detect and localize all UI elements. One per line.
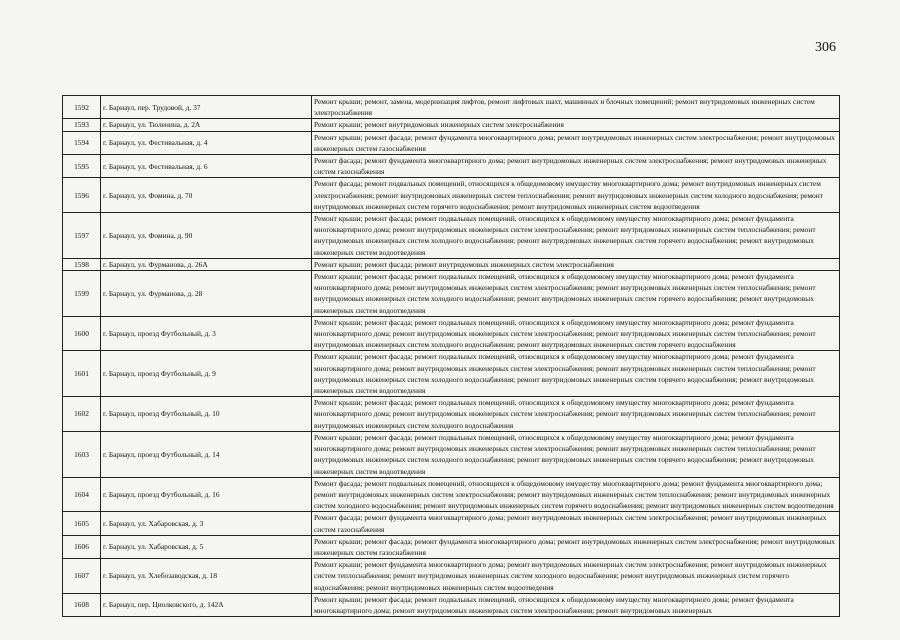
repair-registry-table: [62, 95, 840, 617]
row-number-cell: 1597: [63, 213, 101, 259]
address-cell: г. Барнаул, ул. Фестивальная, д. 6: [101, 155, 312, 178]
row-number-cell: 1594: [63, 131, 101, 154]
address-cell: г. Барнаул, ул. Фомина, д. 70: [101, 178, 312, 213]
works-cell: Ремонт фасада; ремонт фундамента многоквартирного дома; ремонт внутридомовых инженерных систем электроснабжения; ремонт внутридомовых инженерных систем газоснабжения: [312, 512, 840, 535]
works-cell: Ремонт крыши; ремонт фасада; ремонт подвальных помещений, относящихся к общедомовому имуществу многоквартирного дома; ремонт фундамента многоквартирного дома; ремонт внутридомовых инженерных систем электроснабжения; ремонт внутридомовых инженерных: [312, 593, 840, 616]
works-cell: Ремонт крыши; ремонт фасада; ремонт фундамента многоквартирного дома; ремонт внутридомовых инженерных систем электроснабжения; ремонт внутридомовых инженерных систем газоснабжения: [312, 535, 840, 558]
table-row: [63, 213, 840, 259]
works-cell: Ремонт крыши; ремонт, замена, модернизация лифтов, ремонт лифтовых шахт, машинных и блочных помещений; ремонт внутридомовых инженерных систем электроснабжения: [312, 96, 840, 119]
address-cell: г. Барнаул, ул. Хабаровская, д. 5: [101, 535, 312, 558]
row-number-cell: 1605: [63, 512, 101, 535]
row-number-cell: 1602: [63, 397, 101, 432]
row-number-cell: 1596: [63, 178, 101, 213]
address-cell: г. Барнаул, ул. Фурманова, д. 26А: [101, 258, 312, 270]
table-row: [63, 131, 840, 154]
address-cell: г. Барнаул, проезд Футбольный, д. 10: [101, 397, 312, 432]
address-cell: г. Барнаул, пер. Циолковского, д. 142А: [101, 593, 312, 616]
row-number-cell: 1592: [63, 96, 101, 119]
table-row: [63, 155, 840, 178]
row-number-cell: 1603: [63, 431, 101, 477]
table-row: [63, 178, 840, 213]
row-number-cell: 1607: [63, 559, 101, 594]
address-cell: г. Барнаул, ул. Фестивальная, д. 4: [101, 131, 312, 154]
works-cell: Ремонт крыши; ремонт фасада; ремонт внутридомовых инженерных систем электроснабжения: [312, 258, 840, 270]
row-number-cell: 1595: [63, 155, 101, 178]
works-cell: Ремонт крыши; ремонт фасада; ремонт подвальных помещений, относящихся к общедомовому имуществу многоквартирного дома; ремонт фундамента многоквартирного дома; ремонт внутридомовых инженерных систем электроснабжения; ремонт внутридомовых инженерных систем теплоснабжения; ремонт внутридомовых инженерных систем холодного водоснабжения; ремонт внутридомовых инженерных систем горячего водоснабжения; ремонт внутридомовых инженерных систем водоотведения: [312, 431, 840, 477]
table-row: [63, 431, 840, 477]
row-number-cell: 1606: [63, 535, 101, 558]
row-number-cell: 1604: [63, 477, 101, 512]
works-cell: Ремонт крыши; ремонт фасада; ремонт фундамента многоквартирного дома; ремонт внутридомовых инженерных систем электроснабжения; ремонт внутридомовых инженерных систем газоснабжения: [312, 131, 840, 154]
table-row: [63, 512, 840, 535]
row-number-cell: 1608: [63, 593, 101, 616]
table-row: [63, 316, 840, 351]
address-cell: г. Барнаул, проезд Футбольный, д. 9: [101, 351, 312, 397]
page-number: 306: [815, 40, 836, 55]
row-number-cell: 1600: [63, 316, 101, 351]
table-row: [63, 593, 840, 616]
works-cell: Ремонт крыши; ремонт фасада; ремонт подвальных помещений, относящихся к общедомовому имуществу многоквартирного дома; ремонт фундамента многоквартирного дома; ремонт внутридомовых инженерных систем электроснабжения; ремонт внутридомовых инженерных систем теплоснабжения; ремонт внутридомовых инженерных систем холодного водоснабжения; ремонт внутридомовых инженерных систем горячего водоснабжения; ремонт внутридомовых инженерных систем водоотведения: [312, 213, 840, 259]
works-cell: Ремонт крыши; ремонт фасада; ремонт подвальных помещений, относящихся к общедомовому имуществу многоквартирного дома; ремонт фундамента многоквартирного дома; ремонт внутридомовых инженерных систем электроснабжения; ремонт внутридомовых инженерных систем теплоснабжения; ремонт внутридомовых инженерных систем холодного водоснабжения; ремонт внутридомовых инженерных систем горячего водоснабжения; ремонт внутридомовых инженерных систем водоотведения: [312, 351, 840, 397]
address-cell: г. Барнаул, проезд Футбольный, д. 3: [101, 316, 312, 351]
table-row: [63, 119, 840, 131]
works-cell: Ремонт крыши; ремонт фасада; ремонт подвальных помещений, относящихся к общедомовому имуществу многоквартирного дома; ремонт фундамента многоквартирного дома; ремонт внутридомовых инженерных систем электроснабжения; ремонт внутридомовых инженерных систем теплоснабжения; ремонт внутридомовых инженерных систем холодного водоснабжения; ремонт внутридомовых инженерных систем горячего водоснабжения; ремонт внутридомовых инженерных систем водоотведения: [312, 271, 840, 317]
works-cell: Ремонт фасада; ремонт фундамента многоквартирного дома; ремонт внутридомовых инженерных систем электроснабжения; ремонт внутридомовых инженерных систем газоснабжения: [312, 155, 840, 178]
registry-table-body: [63, 96, 840, 617]
table-row: [63, 535, 840, 558]
address-cell: г. Барнаул, ул. Фурманова, д. 28: [101, 271, 312, 317]
table-row: [63, 477, 840, 512]
table-row: [63, 559, 840, 594]
address-cell: г. Барнаул, ул. Фомина, д. 90: [101, 213, 312, 259]
row-number-cell: 1598: [63, 258, 101, 270]
works-cell: Ремонт крыши; ремонт фасада; ремонт подвальных помещений, относящихся к общедомовому имуществу многоквартирного дома; ремонт фундамента многоквартирного дома; ремонт внутридомовых инженерных систем электроснабжения; ремонт внутридомовых инженерных систем теплоснабжения; ремонт внутридомовых инженерных систем холодного водоснабжения; ремонт внутридомовых инженерных систем горячего водоснабжения: [312, 316, 840, 351]
address-cell: г. Барнаул, ул. Хабаровская, д. 3: [101, 512, 312, 535]
address-cell: г. Барнаул, проезд Футбольный, д. 14: [101, 431, 312, 477]
table-row: [63, 258, 840, 270]
address-cell: г. Барнаул, пер. Трудовой, д. 37: [101, 96, 312, 119]
works-cell: Ремонт крыши; ремонт фундамента многоквартирного дома; ремонт внутридомовых инженерных систем электроснабжения; ремонт внутридомовых инженерных систем теплоснабжения; ремонт внутридомовых инженерных систем холодного водоснабжения; ремонт внутридомовых инженерных систем горячего водоснабжения; ремонт внутридомовых инженерных систем водоотведения: [312, 559, 840, 594]
works-cell: Ремонт крыши; ремонт фасада; ремонт подвальных помещений, относящихся к общедомовому имуществу многоквартирного дома; ремонт фундамента многоквартирного дома; ремонт внутридомовых инженерных систем электроснабжения; ремонт внутридомовых инженерных систем теплоснабжения; ремонт внутридомовых инженерных систем холодного водоснабжения: [312, 397, 840, 432]
works-cell: Ремонт крыши; ремонт внутридомовых инженерных систем электроснабжения: [312, 119, 840, 131]
row-number-cell: 1601: [63, 351, 101, 397]
address-cell: г. Барнаул, ул. Тюленина, д. 2А: [101, 119, 312, 131]
table-row: [63, 351, 840, 397]
table-row: [63, 271, 840, 317]
address-cell: г. Барнаул, проезд Футбольный, д. 16: [101, 477, 312, 512]
row-number-cell: 1593: [63, 119, 101, 131]
address-cell: г. Барнаул, ул. Хлебозаводская, д. 18: [101, 559, 312, 594]
row-number-cell: 1599: [63, 271, 101, 317]
works-cell: Ремонт фасада; ремонт подвальных помещений, относящихся к общедомовому имуществу многоквартирного дома; ремонт внутридомовых инженерных систем электроснабжения; ремонт внутридомовых инженерных систем теплоснабжения; ремонт внутридомовых инженерных систем холодного водоснабжения; ремонт внутридомовых инженерных систем горячего водоснабжения; ремонт внутридомовых инженерных систем водоотведения: [312, 178, 840, 213]
table-row: [63, 96, 840, 119]
table-row: [63, 397, 840, 432]
works-cell: Ремонт фасада; ремонт подвальных помещений, относящихся к общедомовому имуществу многоквартирного дома; ремонт фундамента многоквартирного дома; ремонт внутридомовых инженерных систем электроснабжения; ремонт внутридомовых инженерных систем теплоснабжения; ремонт внутридомовых инженерных систем холодного водоснабжения; ремонт внутридомовых инженерных систем горячего водоснабжения; ремонт внутридомовых инженерных систем водоотведения: [312, 477, 840, 512]
